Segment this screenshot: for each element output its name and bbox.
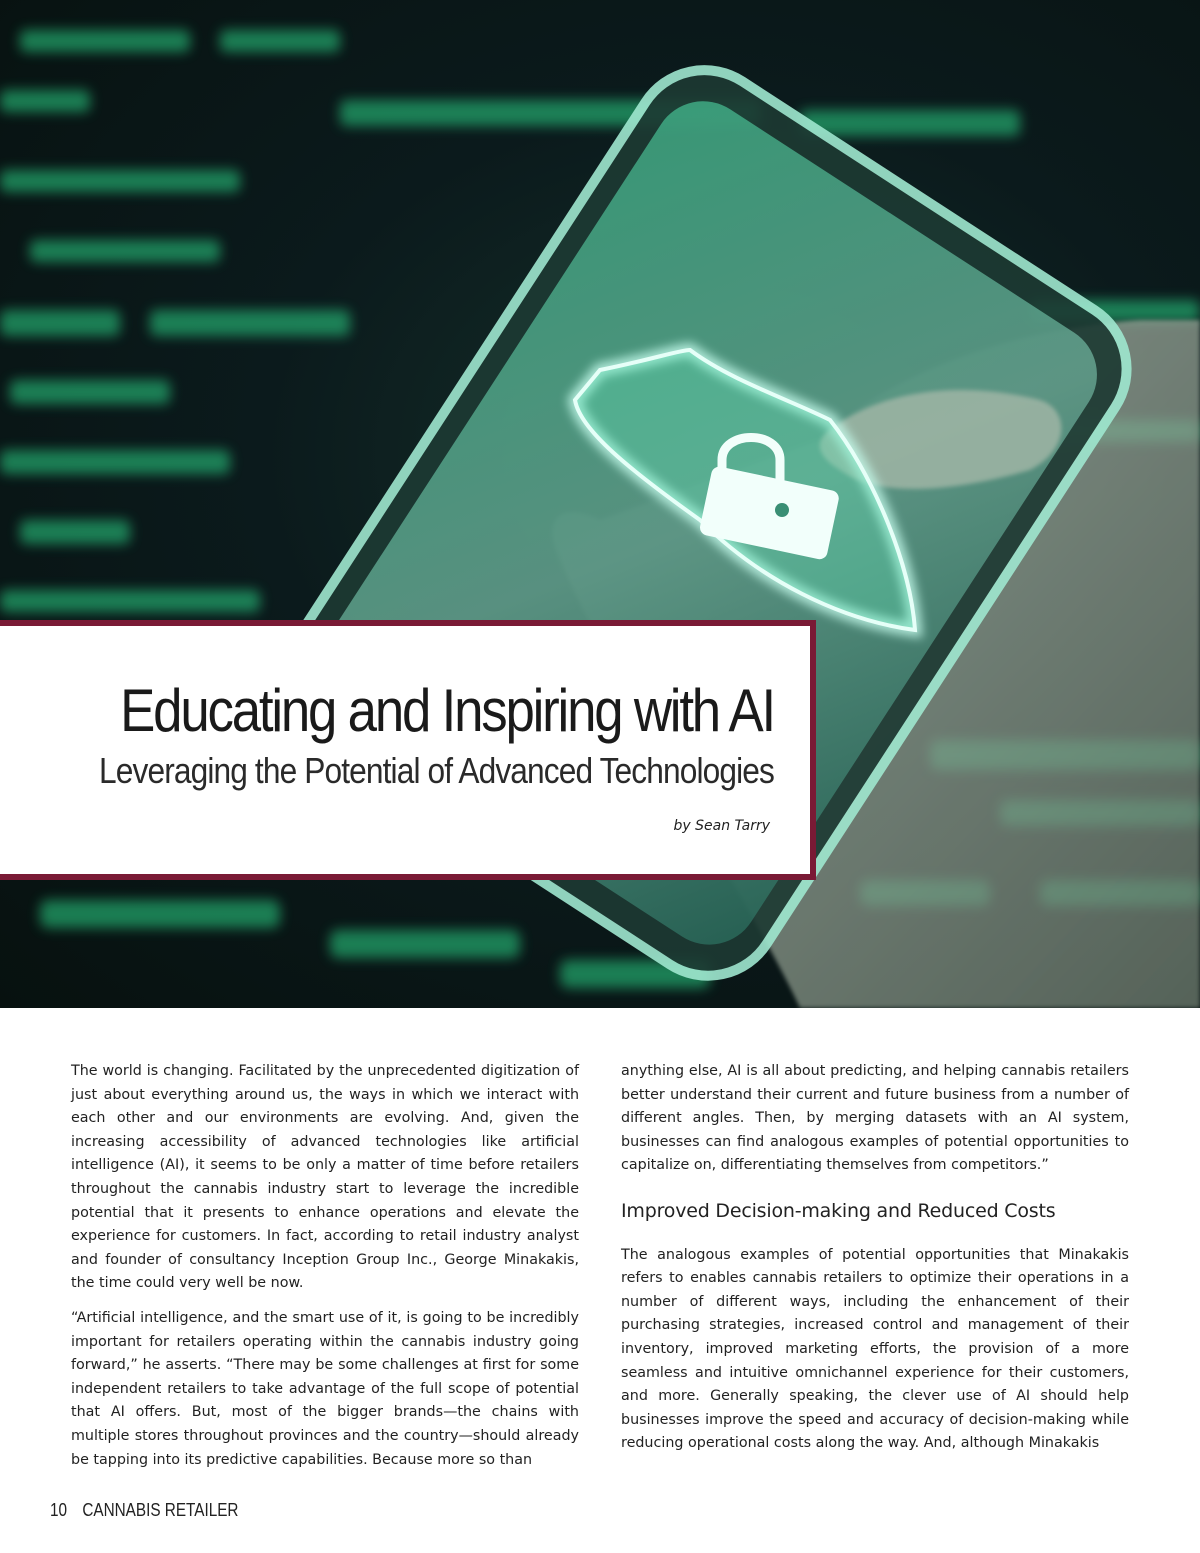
article-subtitle: Leveraging the Potential of Advanced Technologies xyxy=(99,750,774,791)
paragraph: anything else, AI is all about predicting, and helping cannabis retailers better understand their current and future business from a number of different angles. Then, by merging datasets with an AI system, businesses can find analogous examples of potential opportunities to capitalize on, differentiating themselves from competitors.” xyxy=(621,1063,1129,1174)
paragraph: “Artificial intelligence, and the smart use of it, is going to be incredibly important for retailers operating within the cannabis industry going forward,” he asserts. “There may be some challenges at first for some independent retailers to take advantage of the full scope of potential that AI offers. But, most of the bigger brands—the chains with multiple stores throughout provinces and the country—should already be tapping into its predictive capabilities. Because more so than xyxy=(71,1309,579,1468)
section-heading: Improved Decision-making and Reduced Costs xyxy=(621,1199,1056,1222)
byline: by Sean Tarry xyxy=(673,818,770,834)
publication-name: CANNABIS RETAILER xyxy=(82,1500,239,1520)
paragraph: The analogous examples of potential opportunities that Minakakis refers to enables cannabis retailers to optimize their operations in a number of different ways, including the enhancement of their purchasing strategies, increased control and management of their inventory, improved marketing efforts, the provision of a more seamless and intuitive omnichannel experience for their customers, and more. Generally speaking, the clever use of AI should help businesses improve the speed and accuracy of decision-making while reducing operational costs along the way. And, although Minakakis xyxy=(621,1246,1129,1452)
title-box xyxy=(0,620,816,880)
article-title: Educating and Inspiring with AI xyxy=(120,677,774,744)
paragraph: The world is changing. Facilitated by the unprecedented digitization of just about everything around us, the ways in which we interact with each other and our environments are evolving. And, given the increasing accessibility of advanced technologies like artificial intelligence (AI), it seems to be only a matter of time before retailers throughout the cannabis industry start to leverage the incredible potential that it presents to enhance operations and elevate the experience for customers. In fact, according to retail industry analyst and founder of consultancy Inception Group Inc., George Minakakis, the time could very well be now. xyxy=(71,1063,579,1292)
body-column-left xyxy=(71,1060,579,1483)
body-column-right xyxy=(621,1060,1129,1467)
page-footer xyxy=(50,1500,254,1521)
page-number: 10 xyxy=(50,1500,68,1520)
